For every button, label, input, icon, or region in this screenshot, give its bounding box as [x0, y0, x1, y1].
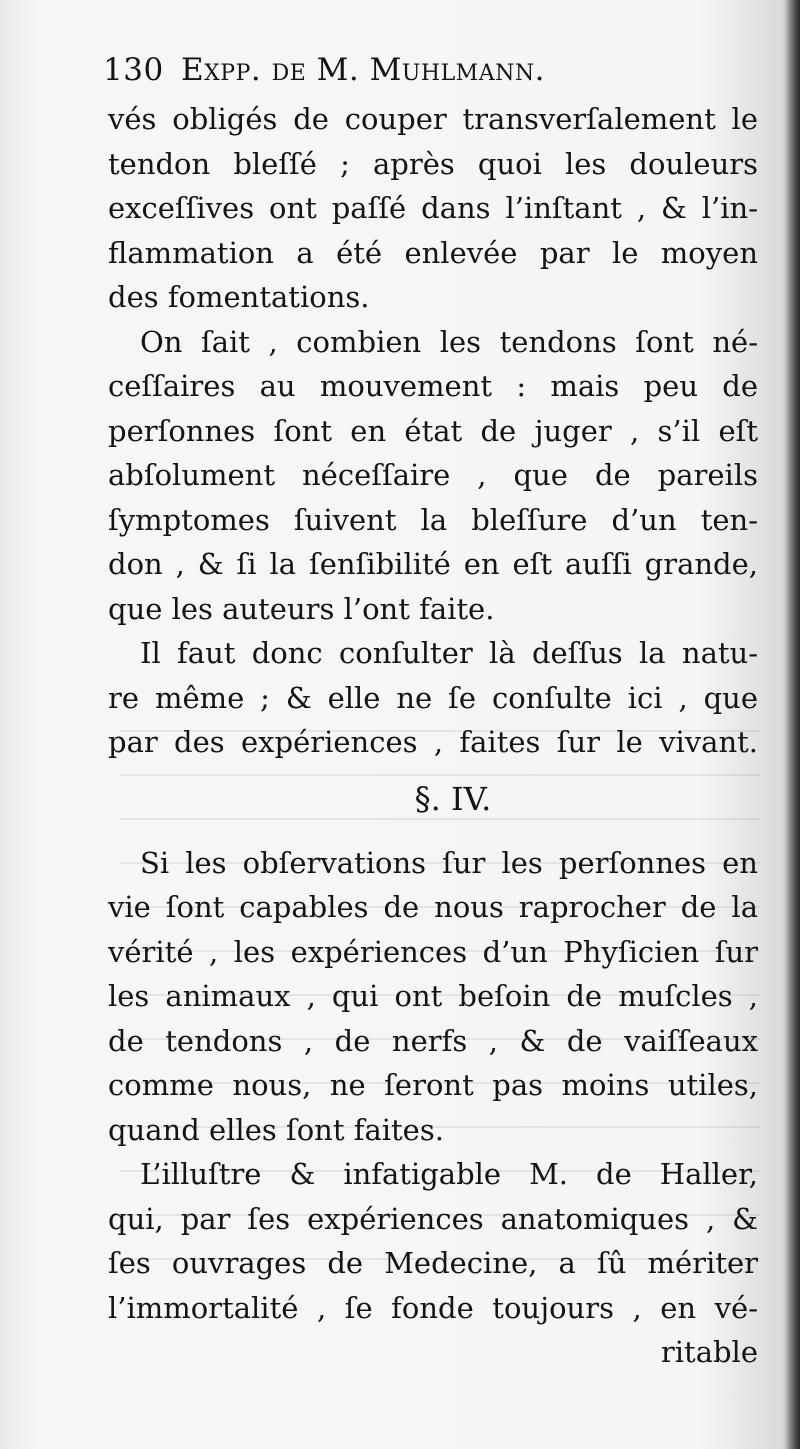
paragraph-5	[108, 1152, 758, 1375]
text-line: que les auteurs l’ont faite.	[108, 591, 495, 626]
text-line: ſymptomes ſuivent la bleſſure d’un ten-	[108, 502, 758, 537]
paragraph-2	[108, 320, 758, 632]
paragraph-3	[108, 631, 758, 765]
text-line: de tendons , de nerfs , & de vaiſſeaux	[108, 1023, 758, 1058]
text-line: perſonnes ſont en état de juger , s’il eſt	[108, 413, 758, 448]
section-heading: §. IV.	[414, 779, 492, 818]
page-header	[103, 46, 713, 94]
text-line: comme nous, ne ſeront pas moins utiles,	[108, 1068, 758, 1102]
page-number: 130	[103, 52, 164, 88]
text-line: abſolument néceſſaire , que de pareils	[108, 458, 758, 492]
catchword: ritable	[660, 1335, 758, 1369]
running-head: Expp. de M. Muhlmann.	[181, 52, 545, 88]
text-line: l’immortalité , ſe fonde toujours , en vé-	[108, 1290, 758, 1325]
text-line: Il faut donc conſulter là deſſus la natu-	[140, 636, 758, 670]
body-text	[108, 97, 758, 1375]
text-line: quand elles ſont faites.	[108, 1112, 444, 1147]
text-line: Si les obſervations ſur les perſonnes en	[140, 845, 758, 880]
paragraph-1	[108, 97, 758, 320]
text-line: re même ; & elle ne ſe conſulte ici , que	[108, 680, 758, 715]
text-line: vés obligés de couper transverſalement le	[108, 102, 758, 136]
text-line: par des expériences , faites ſur le vivant.	[108, 725, 758, 759]
text-line: ceſſaires au mouvement : mais peu de	[108, 369, 758, 403]
text-line: tendon bleſſé ; après quoi les douleurs	[108, 146, 758, 181]
paragraph-4	[108, 841, 758, 1153]
text-line: exceſſives ont paſſé dans l’inſtant , & l’in-	[108, 191, 758, 225]
text-line: don , & ſi la ſenſibilité en eſt auſſi grande,	[108, 547, 758, 581]
text-line: les animaux , qui ont beſoin de muſcles ,	[108, 979, 758, 1013]
text-line: L’illuſtre & infatigable M. de Haller,	[140, 1157, 758, 1191]
text-line: On ſait , combien les tendons ſont né-	[140, 324, 758, 359]
page-gutter-shadow	[782, 0, 800, 1449]
text-line: vie ſont capables de nous raprocher de la	[108, 890, 758, 924]
text-line: qui, par ſes expériences anatomiques , &	[108, 1201, 758, 1236]
text-line: des fomentations.	[108, 280, 370, 314]
text-line: ſes ouvrages de Medecine, a ſû mériter	[108, 1246, 758, 1280]
text-line: vérité , les expériences d’un Phyſicien ſur	[108, 934, 758, 969]
text-line: flammation a été enlevée par le moyen	[108, 235, 758, 270]
